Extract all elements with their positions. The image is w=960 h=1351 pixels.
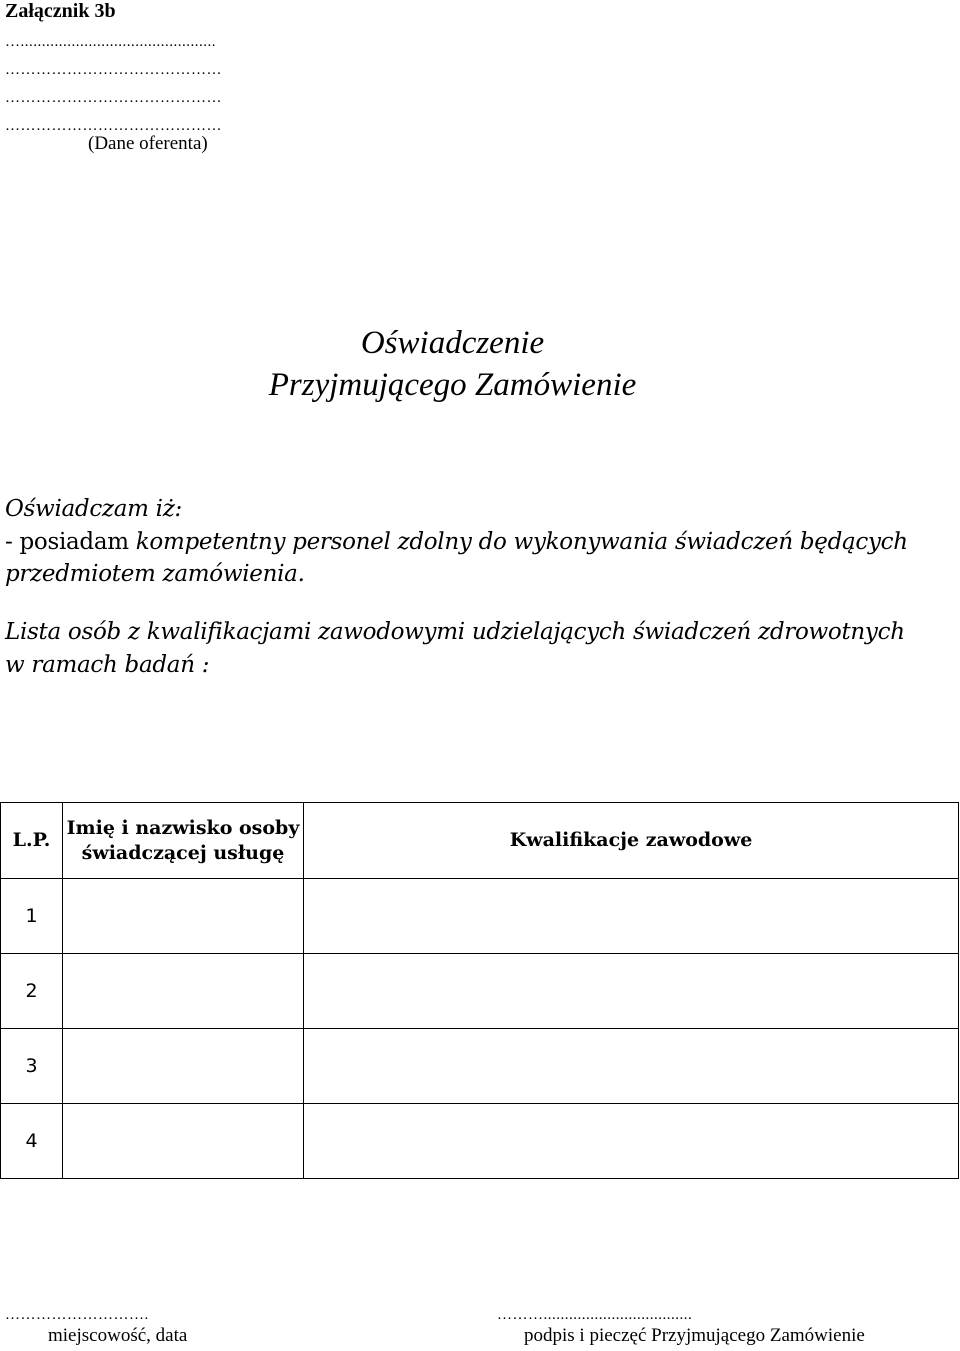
row-number: 4 [1,1104,63,1179]
table-row [1,954,959,1029]
personnel-table [0,802,959,1179]
offeror-dot-line-4: …………………………………… [5,118,222,134]
header-qualifications: Kwalifikacje zawodowe [304,803,959,879]
table-row [1,879,959,954]
qualifications-cell[interactable] [304,1029,959,1104]
row-number: 1 [1,879,63,954]
document-subtitle: Przyjmującego Zamówienie [268,367,637,403]
statement-bullet-prefix: - posiadam [5,529,129,555]
table-row [1,1029,959,1104]
name-cell[interactable] [63,954,304,1029]
list-intro-line-2: w ramach badań : [5,652,210,678]
header-name: Imię i nazwisko osoby świadczącej usługę [63,803,304,879]
qualifications-cell[interactable] [304,954,959,1029]
attachment-label: Załącznik 3b [5,0,116,22]
name-cell[interactable] [63,1104,304,1179]
place-date-dots: ………………………. [5,1307,149,1323]
offeror-dot-line-1: ….............................................. [5,34,216,50]
signature-caption: podpis i pieczęć Przyjmującego Zamówienie [524,1325,865,1346]
statement-bullet-line-1 [5,529,908,555]
list-intro-line-1: Lista osób z kwalifikacjami zawodowymi udzielających świadczeń zdrowotnych [5,619,905,645]
row-number: 3 [1,1029,63,1104]
name-cell[interactable] [63,1029,304,1104]
qualifications-cell[interactable] [304,1104,959,1179]
header-lp: L.P. [1,803,63,879]
document-title: Oświadczenie [360,325,545,361]
table-header-row [1,803,959,879]
table-row [1,1104,959,1179]
statement-bullet-rest: kompetentny personel zdolny do wykonywania świadczeń będących [128,529,908,555]
signature-dots: ………................................... [497,1307,693,1323]
statement-bullet-line-2: przedmiotem zamówienia. [5,561,305,587]
statement-intro: Oświadczam iż: [5,496,182,522]
offeror-caption: (Dane oferenta) [88,133,208,154]
qualifications-cell[interactable] [304,879,959,954]
place-date-caption: miejscowość, data [48,1325,188,1346]
offeror-dot-line-3: …………………………………… [5,90,222,106]
name-cell[interactable] [63,879,304,954]
offeror-dot-line-2: …………………………………… [5,62,222,78]
row-number: 2 [1,954,63,1029]
